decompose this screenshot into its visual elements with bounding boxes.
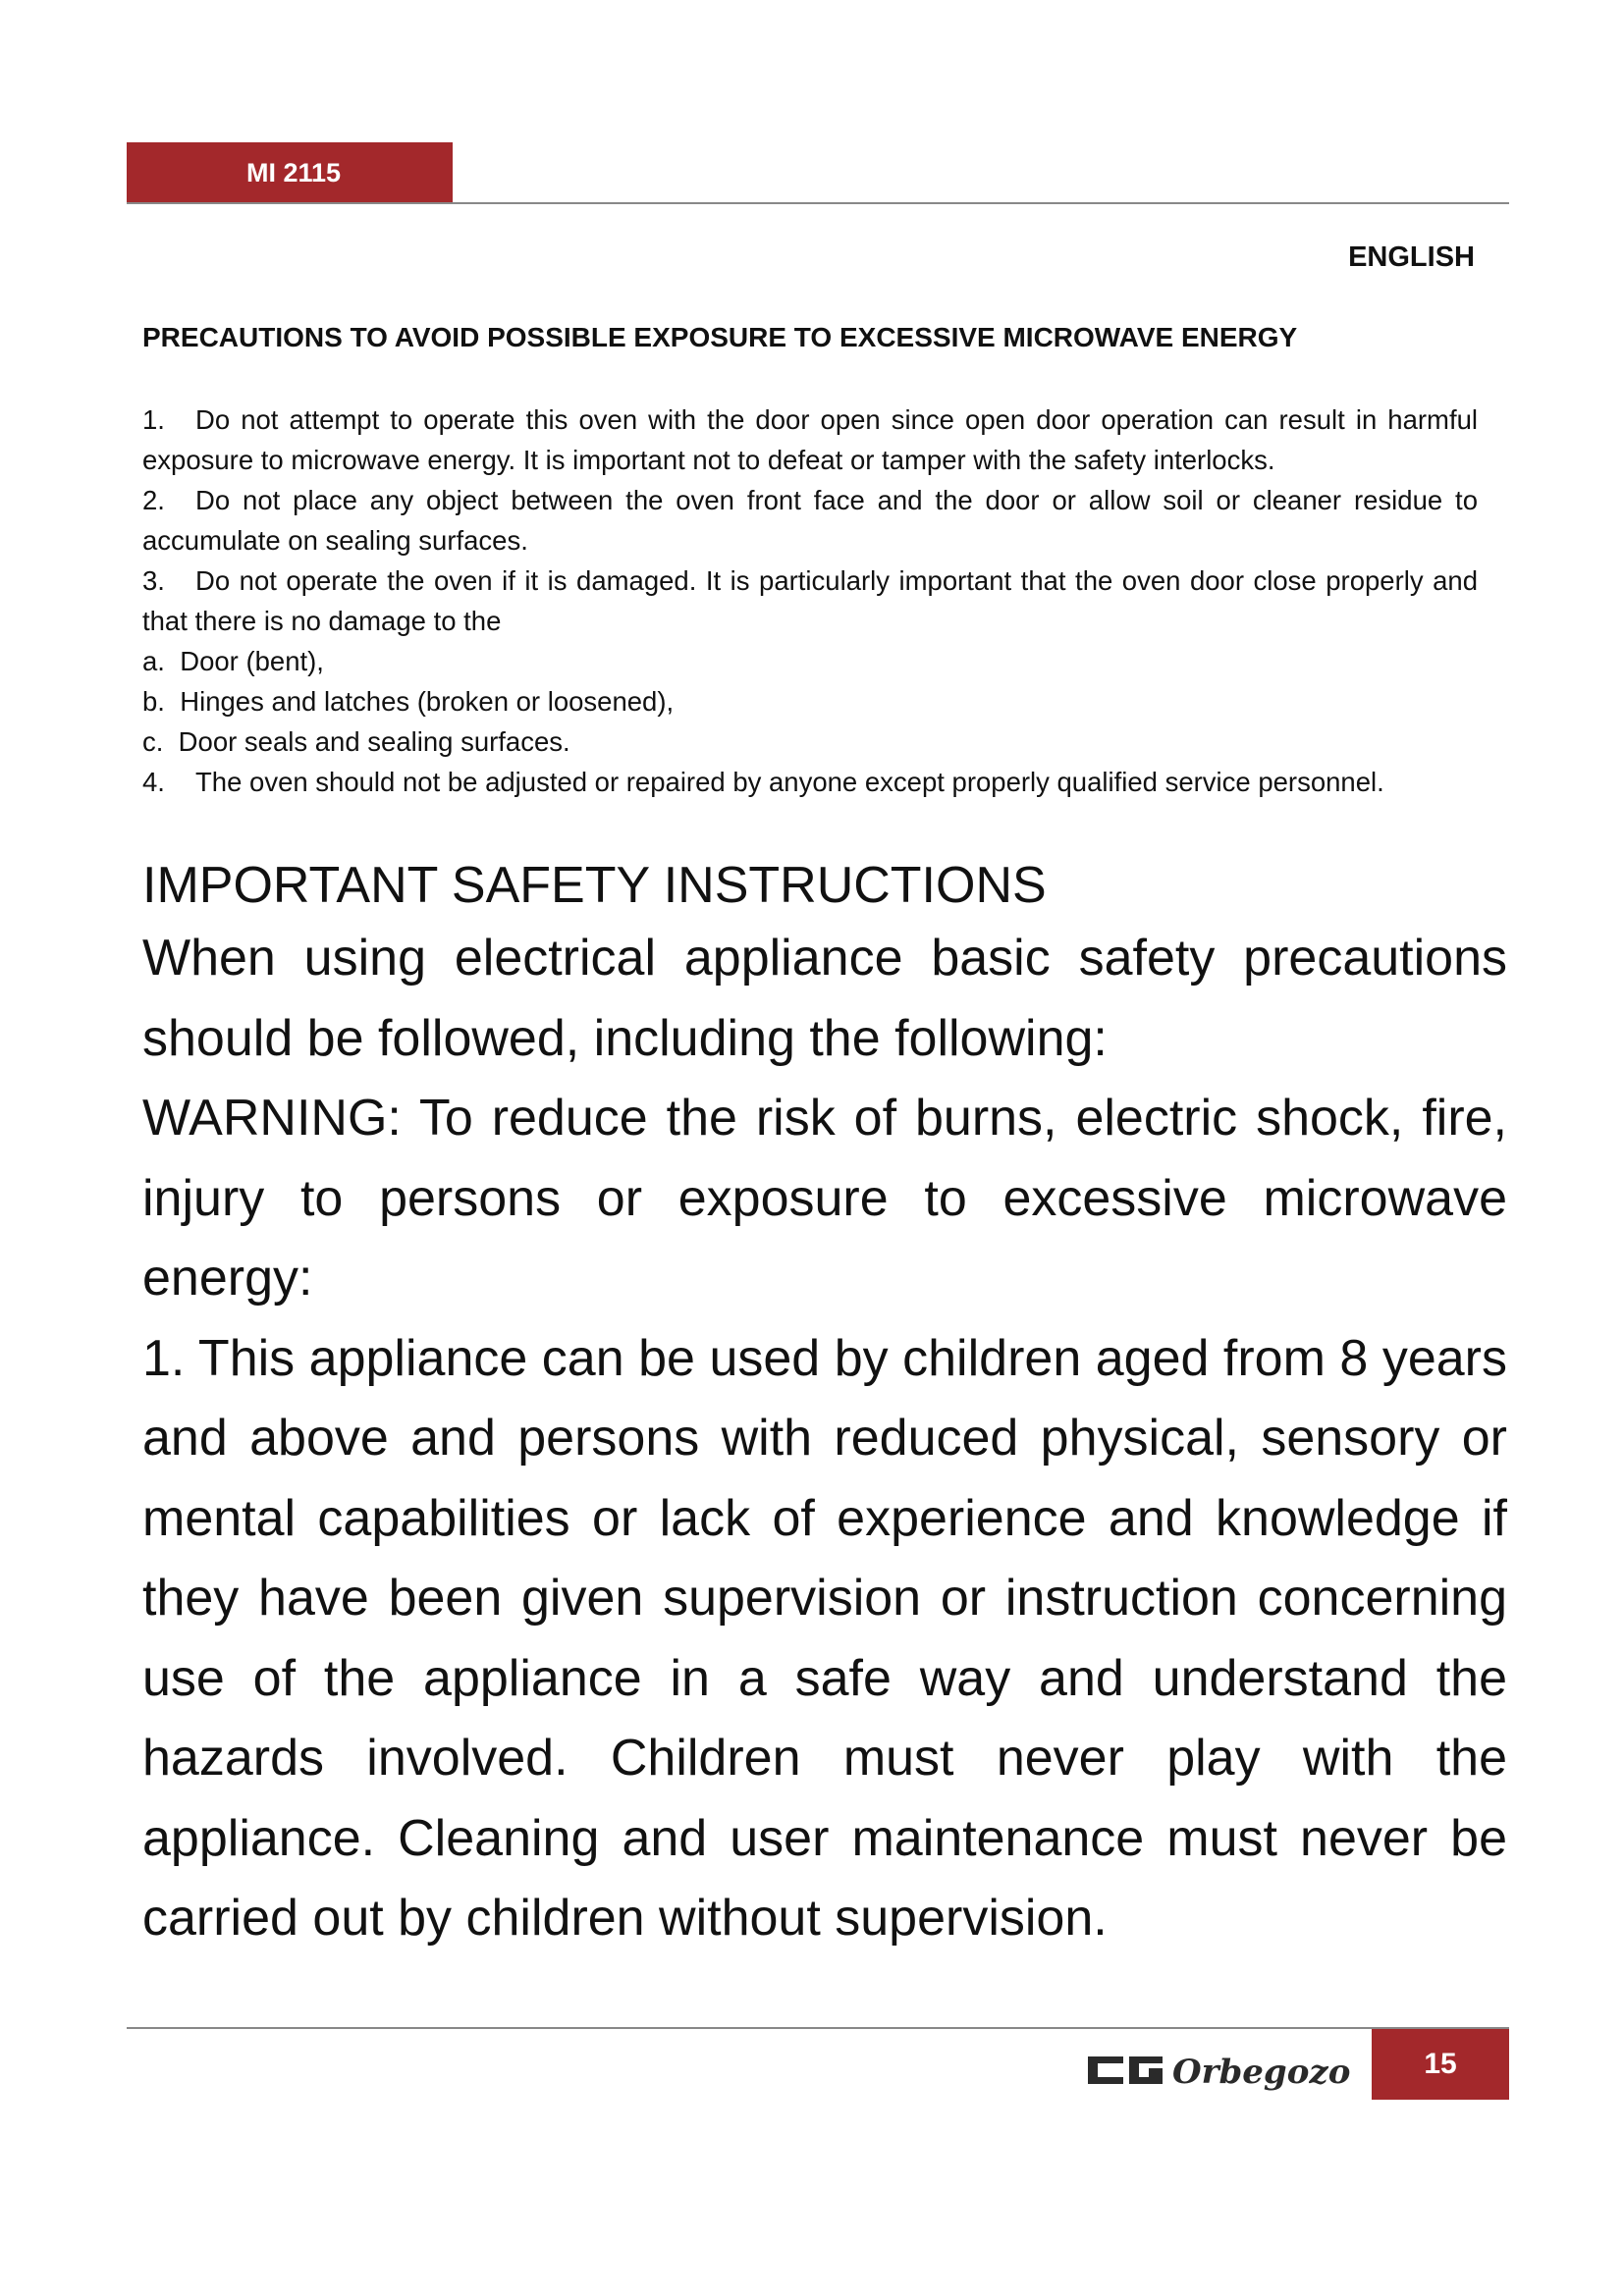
precaution-subitem: a. Door (bent), bbox=[142, 646, 324, 676]
brand-name: Orbegozo bbox=[1172, 2053, 1351, 2092]
orbegozo-logo bbox=[1088, 2039, 1363, 2102]
instruction-item-1: 1. This appliance can be used by children aged from 8 years and above and persons with reduced physical, sensory or mental capabilities or lack of experience and knowledge if they have been given supervision or instruction concerning use of the appliance in a safe way and understand the hazards involved. Children must never play with the appliance. Cleaning and user maintenance must never be carried out by children without supervision. bbox=[142, 1329, 1507, 1947]
precaution-subitem: c. Door seals and sealing surfaces. bbox=[142, 726, 570, 757]
precaution-item: 1. Do not attempt to operate this oven with the door open since open door operation can result in harmful exposure to microwave energy. It is important not to defeat or tamper with the safety interlocks. bbox=[142, 404, 1478, 475]
precaution-item: 3. Do not operate the oven if it is damaged. It is particularly important that the oven door close properly and that there is no damage to the bbox=[142, 565, 1478, 636]
precaution-item: 4. The oven should not be adjusted or repaired by anyone except properly qualified service personnel. bbox=[142, 767, 1384, 797]
precautions-list bbox=[142, 400, 1478, 802]
important-body bbox=[142, 919, 1507, 1959]
precaution-subitem: b. Hinges and latches (broken or loosened), bbox=[142, 686, 675, 717]
page-number bbox=[1372, 2029, 1509, 2100]
footer-divider bbox=[127, 2027, 1509, 2029]
precaution-item: 2. Do not place any object between the oven front face and the door or allow soil or cleaner residue to accumulate on sealing surfaces. bbox=[142, 485, 1478, 556]
important-safety-section bbox=[142, 852, 1507, 1959]
cg-mark-icon bbox=[1088, 2056, 1163, 2084]
important-title: IMPORTANT SAFETY INSTRUCTIONS bbox=[142, 857, 1047, 914]
important-intro: When using electrical appliance basic safety precautions should be followed, including the following: bbox=[142, 930, 1507, 1067]
page-number-label: 15 bbox=[1424, 2048, 1457, 2080]
precautions-title: PRECAUTIONS TO AVOID POSSIBLE EXPOSURE TO EXCESSIVE MICROWAVE ENERGY bbox=[142, 322, 1298, 352]
warning-text: WARNING: To reduce the risk of burns, electric shock, fire, injury to persons or exposure to excessive microwave energy: bbox=[142, 1090, 1507, 1307]
model-tab bbox=[127, 142, 453, 203]
model-label: MI 2115 bbox=[246, 157, 342, 187]
language-label: ENGLISH bbox=[1348, 241, 1475, 273]
header-divider bbox=[127, 202, 1509, 204]
